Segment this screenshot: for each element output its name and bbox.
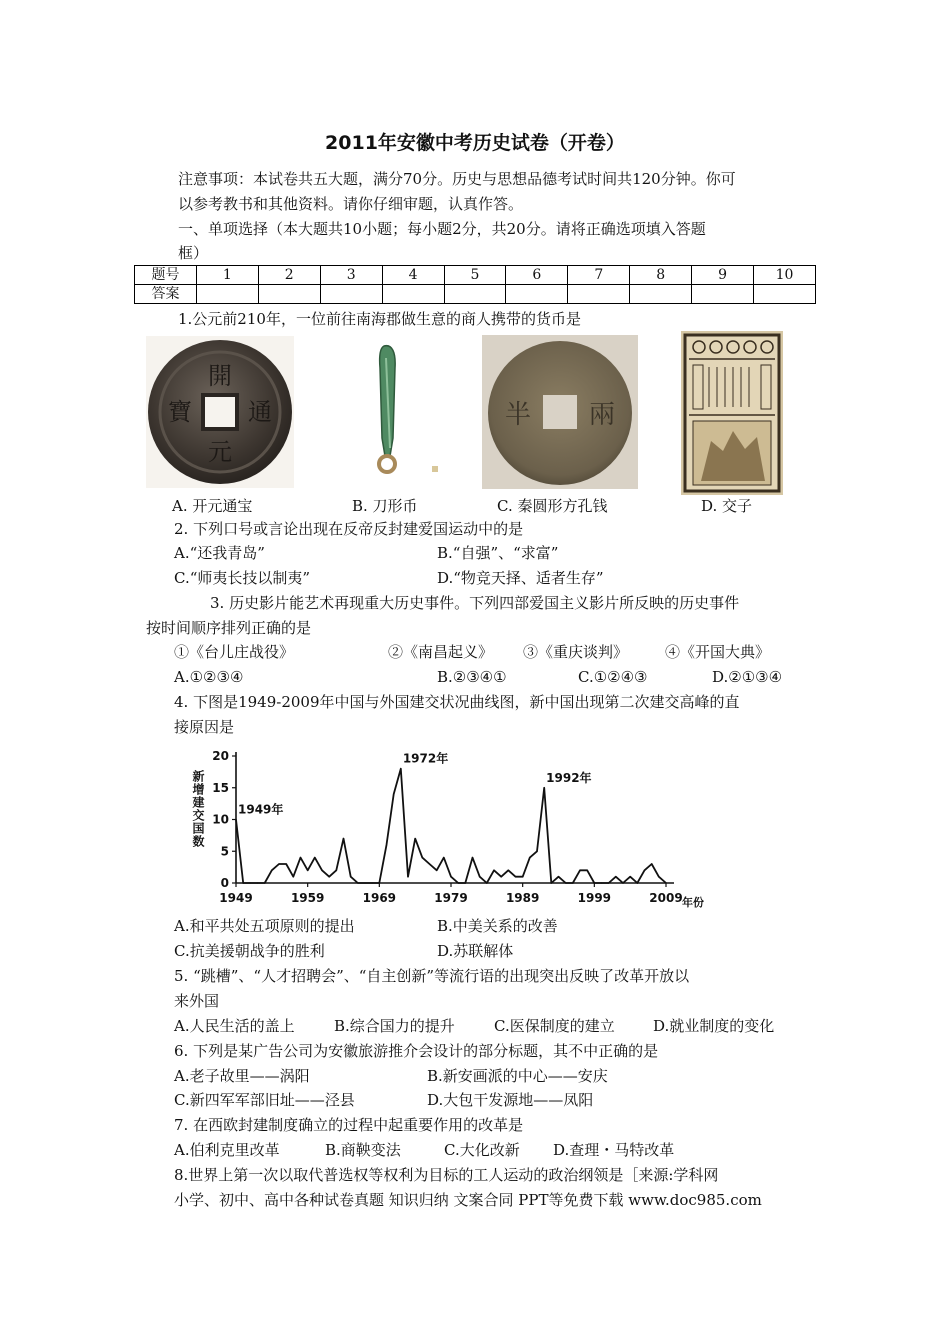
chart-data-point [587,870,588,871]
chart-axes [236,752,674,883]
answer-table-number: 5 [444,266,506,285]
q7-option-d: D.查理・马特改革 [553,1141,675,1159]
chart-y-tick-label: 10 [212,812,229,827]
q5-option-d: D.就业制度的变化 [653,1017,775,1035]
coin-kaiyuan-image [146,336,294,488]
chart-data-point [465,882,466,883]
chart-data-point [644,870,645,871]
answer-cell[interactable] [444,285,506,304]
q5-line-2: 来外国 [174,992,220,1010]
notice-line-1: 注意事项：本试卷共五大题，满分70分。历史与思想品德考试时间共120分钟。你可 [178,170,736,188]
chart-data-point [407,876,408,877]
chart-data-point [286,863,287,864]
chart-data-point [372,882,373,883]
chart-data-point [357,882,358,883]
notice-line-2: 以参考教书和其他资料。请你仔细审题，认真作答。 [178,195,524,213]
chart-data-point [422,857,423,858]
chart-annotation-label: 1972年 [402,751,449,766]
answer-table-number: 10 [754,266,816,285]
answer-table-header-number: 题号 [135,266,197,285]
chart-data-point [307,870,308,871]
chart-annotations [238,751,592,817]
chart-data-point [293,876,294,877]
answer-table-number: 4 [382,266,444,285]
q3-option-c: C.①②④③ [578,668,648,686]
q8-line-2: 小学、初中、高中各种试卷真题 知识归纳 文案合同 PPT等免费下载 www.doc985.com [174,1191,762,1209]
chart-data-point [529,857,530,858]
coin-a-char-top: 開 [208,362,232,390]
chart-series-line [236,769,666,883]
chart-data-point [622,882,623,883]
chart-data-point [321,870,322,871]
section-1-line-2: 框） [178,244,209,262]
answer-table-number: 7 [568,266,630,285]
chart-data-point [544,787,545,788]
q7-option-c: C.大化改新 [444,1141,520,1159]
chart-x-axis-label: 年份 [682,896,704,909]
q6-option-c: C.新四军军部旧址——泾县 [174,1091,355,1109]
answer-table-number: 1 [196,266,258,285]
chart-data-point [443,857,444,858]
q3-option-a: A.①②③④ [174,668,244,686]
q5-option-c: C.医保制度的建立 [494,1017,615,1035]
chart-data-point [651,863,652,864]
q6-option-a: A.老子故里——涡阳 [174,1067,310,1085]
chart-data-point [579,870,580,871]
chart-data-point [450,876,451,877]
q6-stem: 6. 下列是某广告公司为安徽旅游推介会设计的部分标题，其不中正确的是 [174,1042,659,1060]
q1-option-a: A. 开元通宝 [172,497,253,515]
answer-table-header-answer: 答案 [135,285,197,304]
chart-data-point [658,876,659,877]
chart-data-point [486,882,487,883]
coin-a-char-bottom: 元 [208,438,232,466]
q1-option-c: C. 秦圆形方孔钱 [497,497,608,515]
coin-a-char-right: 通 [248,398,272,426]
answer-cell[interactable] [506,285,568,304]
q5-option-b: B.综合国力的提升 [334,1017,455,1035]
q8-line-1: 8.世界上第一次以取代普选权等权利为目标的工人运动的政治纲领是［来源:学科网 [174,1166,719,1184]
chart-data-point [501,876,502,877]
chart-y-tick-label: 20 [212,749,229,763]
q5-line-1: 5. “跳槽”、“人才招聘会”、“自主创新”等流行语的出现突出反映了改革开放以 [174,967,690,985]
chart-data-point [479,876,480,877]
answer-table-number: 2 [258,266,320,285]
jiaozi-banknote-image [681,331,783,495]
chart-data-point [264,882,265,883]
exam-title: 2011年安徽中考历史试卷（开卷） [325,132,625,154]
q6-option-b: B.新安画派的中心——安庆 [427,1067,608,1085]
answer-cell[interactable] [692,285,754,304]
answer-cell[interactable] [320,285,382,304]
answer-cell[interactable] [382,285,444,304]
chart-data-point [400,768,401,769]
answer-cell[interactable] [630,285,692,304]
coin-banliang-image [482,335,638,489]
chart-data-point [594,882,595,883]
answer-table-number: 8 [630,266,692,285]
chart-data-point [558,876,559,877]
q4-option-b: B.中美关系的改善 [437,917,558,935]
chart-data-point [551,882,552,883]
chart-x-tick-label: 1979 [434,891,468,905]
chart-data-point [271,870,272,871]
chart-data-point [243,882,244,883]
q7-stem: 7. 在西欧封建制度确立的过程中起重要作用的改革是 [174,1116,524,1134]
chart-y-tick-label: 0 [220,876,229,890]
chart-x-tick-label: 1959 [290,891,325,905]
answer-cell[interactable] [196,285,258,304]
q2-stem: 2. 下列口号或言论出现在反帝反封建爱国运动中的是 [174,520,524,538]
coin-c-char-left: 半 [504,400,532,430]
q3-line-2: 按时间顺序排列正确的是 [146,619,312,637]
chart-data-point [436,870,437,871]
answer-table-number-row [135,266,816,285]
chart-data-point [458,882,459,883]
q1-option-b: B. 刀形币 [352,497,418,515]
q3-line-1: 3. 历史影片能艺术再现重大历史事件。下列四部爱国主义影片所反映的历史事件 [210,594,740,612]
chart-data-point [235,819,236,820]
q5-option-a: A.人民生活的盖上 [174,1017,295,1035]
chart-data-point [364,882,365,883]
chart-data-point [329,876,330,877]
knife-coin-image [340,338,444,484]
answer-cell[interactable] [258,285,320,304]
chart-data-point [300,857,301,858]
q6-option-d: D.大包干发源地——凤阳 [427,1091,594,1109]
q4-option-d: D.苏联解体 [437,942,514,960]
q3-film-1: ①《台儿庄战役》 [174,643,295,661]
answer-table-number: 6 [506,266,568,285]
q2-option-a: A.“还我青岛” [174,544,265,562]
q1-option-d: D. 交子 [701,497,753,515]
q3-film-3: ③《重庆谈判》 [523,643,629,661]
chart-data-point [615,876,616,877]
chart-x-tick-label: 1999 [577,891,612,905]
q2-option-d: D.“物竞天择、适者生存” [437,569,604,587]
chart-series [235,768,666,884]
q2-option-c: C.“师夷长技以制夷” [174,569,311,587]
chart-data-point [637,882,638,883]
chart-data-point [472,857,473,858]
chart-y-axis-label: 新增建交国数 [191,770,205,848]
coin-c-char-right: 兩 [588,400,616,430]
chart-data-point [250,882,251,883]
chart-data-point [572,882,573,883]
q2-option-b: B.“自强”、“求富” [437,544,559,562]
chart-data-point [343,838,344,839]
chart-data-point [415,838,416,839]
chart-y-tick-label: 15 [212,780,229,795]
answer-table-answer-row [135,285,816,304]
chart-data-point [350,876,351,877]
chart-data-point [515,876,516,877]
q7-option-b: B.商鞅变法 [325,1141,401,1159]
chart-data-point [257,882,258,883]
section-1-line-1: 一、单项选择（本大题共10小题；每小题2分，共20分。请将正确选项填入答题 [178,220,706,238]
q3-option-b: B.②③④① [437,668,507,686]
q4-line-2: 接原因是 [174,718,235,736]
chart-x-tick-label: 2009 [649,891,683,905]
chart-data-point [601,882,602,883]
chart-data-point [429,863,430,864]
chart-data-point [522,876,523,877]
chart-data-point [336,870,337,871]
diplomatic-relations-chart [186,742,726,914]
chart-y-tick-label: 5 [220,844,229,859]
chart-ticks [212,749,682,905]
chart-annotation-label: 1992年 [546,770,592,785]
answer-cell[interactable] [568,285,630,304]
chart-x-tick-label: 1949 [219,891,253,905]
answer-table-number: 3 [320,266,382,285]
answer-cell[interactable] [754,285,816,304]
chart-x-tick-label: 1969 [362,891,397,905]
chart-data-point [565,882,566,883]
chart-data-point [630,876,631,877]
coin-a-char-left: 寶 [168,398,192,426]
chart-data-point [536,851,537,852]
chart-data-point [314,857,315,858]
q3-film-2: ②《南昌起义》 [388,643,494,661]
chart-x-tick-label: 1989 [505,891,540,905]
chart-data-point [665,882,666,883]
q4-option-a: A.和平共处五项原则的提出 [174,917,355,935]
chart-data-point [493,870,494,871]
q1-stem: 1.公元前210年，一位前往南海郡做生意的商人携带的货币是 [178,310,581,328]
chart-data-point [508,870,509,871]
q4-option-c: C.抗美援朝战争的胜利 [174,942,325,960]
chart-data-point [278,863,279,864]
chart-data-point [379,882,380,883]
chart-data-point [386,844,387,845]
chart-annotation-label: 1949年 [238,802,284,817]
q3-option-d: D.②①③④ [712,668,783,686]
chart-data-point [393,794,394,795]
q4-line-1: 4. 下图是1949-2009年中国与外国建交状况曲线图，新中国出现第二次建交高峰的直 [174,693,740,711]
chart-data-point [608,882,609,883]
answer-table-number: 9 [692,266,754,285]
answer-table [134,265,816,304]
q3-film-4: ④《开国大典》 [665,643,771,661]
q7-option-a: A.伯利克里改革 [174,1141,280,1159]
